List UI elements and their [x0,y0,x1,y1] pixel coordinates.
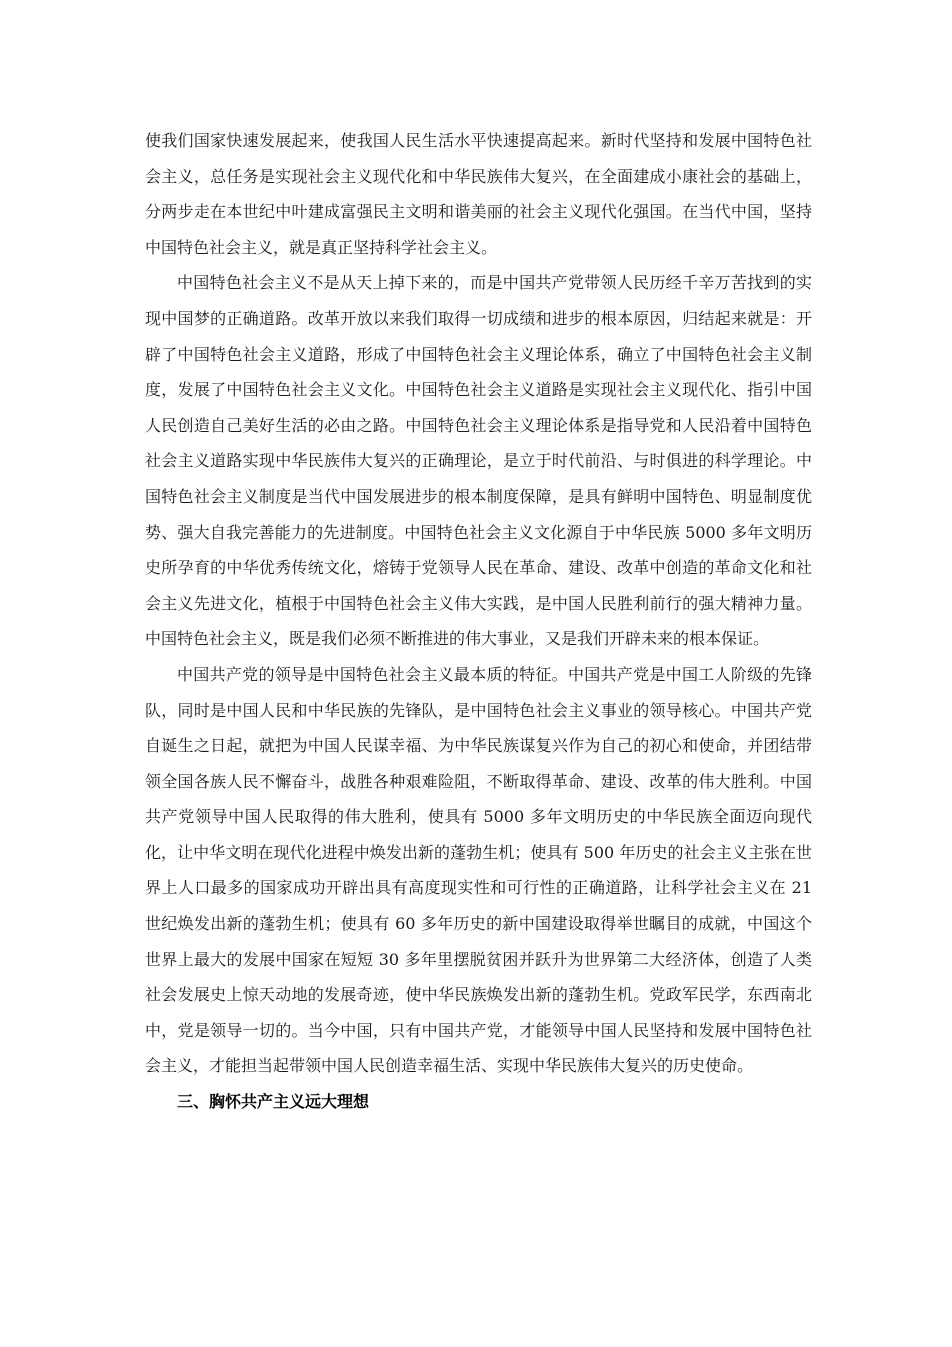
section-heading: 三、胸怀共产主义远大理想 [177,1092,370,1112]
paragraph-2: 中国特色社会主义不是从天上掉下来的，而是中国共产党带领人民历经千辛万苦找到的实现中国梦的正确道路。改革开放以来我们取得一切成绩和进步的根本原因，归结起来就是：开辟了中国特色社会主义道路，形成了中国特色社会主义理论体系，确立了中国特色社会主义制度，发展了中国特色社会主义文化。中国特色社会主义道路是实现社会主义现代化、指引中国人民创造自己美好生活的必由之路。中国特色社会主义理论体系是指导党和人民沿着中国特色社会主义道路实现中华民族伟大复兴的正确理论，是立于时代前沿、与时俱进的科学理论。中国特色社会主义制度是当代中国发展进步的根本制度保障，是具有鲜明中国特色、明显制度优势、强大自我完善能力的先进制度。中国特色社会主义文化源自于中华民族 5000 多年文明历史所孕育的中华优秀传统文化，熔铸于党领导人民在革命、建设、改革中创造的革命文化和社会主义先进文化，植根于中国特色社会主义伟大实践，是中国人民胜利前行的强大精神力量。中国特色社会主义，既是我们必须不断推进的伟大事业，又是我们开辟未来的根本保证。 [145,273,812,649]
paragraph-3: 中国共产党的领导是中国特色社会主义最本质的特征。中国共产党是中国工人阶级的先锋队，同时是中国人民和中华民族的先锋队，是中国特色社会主义事业的领导核心。中国共产党自诞生之日起，就把为中国人民谋幸福、为中华民族谋复兴作为自己的初心和使命，并团结带领全国各族人民不懈奋斗，战胜各种艰难险阻，不断取得革命、建设、改革的伟大胜利。中国共产党领导中国人民取得的伟大胜利，使具有 5000 多年文明历史的中华民族全面迈向现代化，让中华文明在现代化进程中焕发出新的蓬勃生机；使具有 500 年历史的社会主义主张在世界上人口最多的国家成功开辟出具有高度现实性和可行性的正确道路，让科学社会主义在 21 世纪焕发出新的蓬勃生机；使具有 60 多年历史的新中国建设取得举世瞩目的成就，中国这个世界上最大的发展中国家在短短 30 多年里摆脱贫困并跃升为世界第二大经济体，创造了人类社会发展史上惊天动地的发展奇迹，使中华民族焕发出新的蓬勃生机。党政军民学，东西南北中，党是领导一切的。当今中国，只有中国共产党，才能领导中国人民坚持和发展中国特色社会主义，才能担当起带领中国人民创造幸福生活、实现中华民族伟大复兴的历史使命。 [145,664,812,1076]
paragraph-1: 使我们国家快速发展起来，使我国人民生活水平快速提高起来。新时代坚持和发展中国特色社会主义，总任务是实现社会主义现代化和中华民族伟大复兴，在全面建成小康社会的基础上，分两步走在本世纪中叶建成富强民主文明和谐美丽的社会主义现代化强国。在当代中国，坚持中国特色社会主义，就是真正坚持科学社会主义。 [145,131,812,257]
document-body [145,123,812,1120]
